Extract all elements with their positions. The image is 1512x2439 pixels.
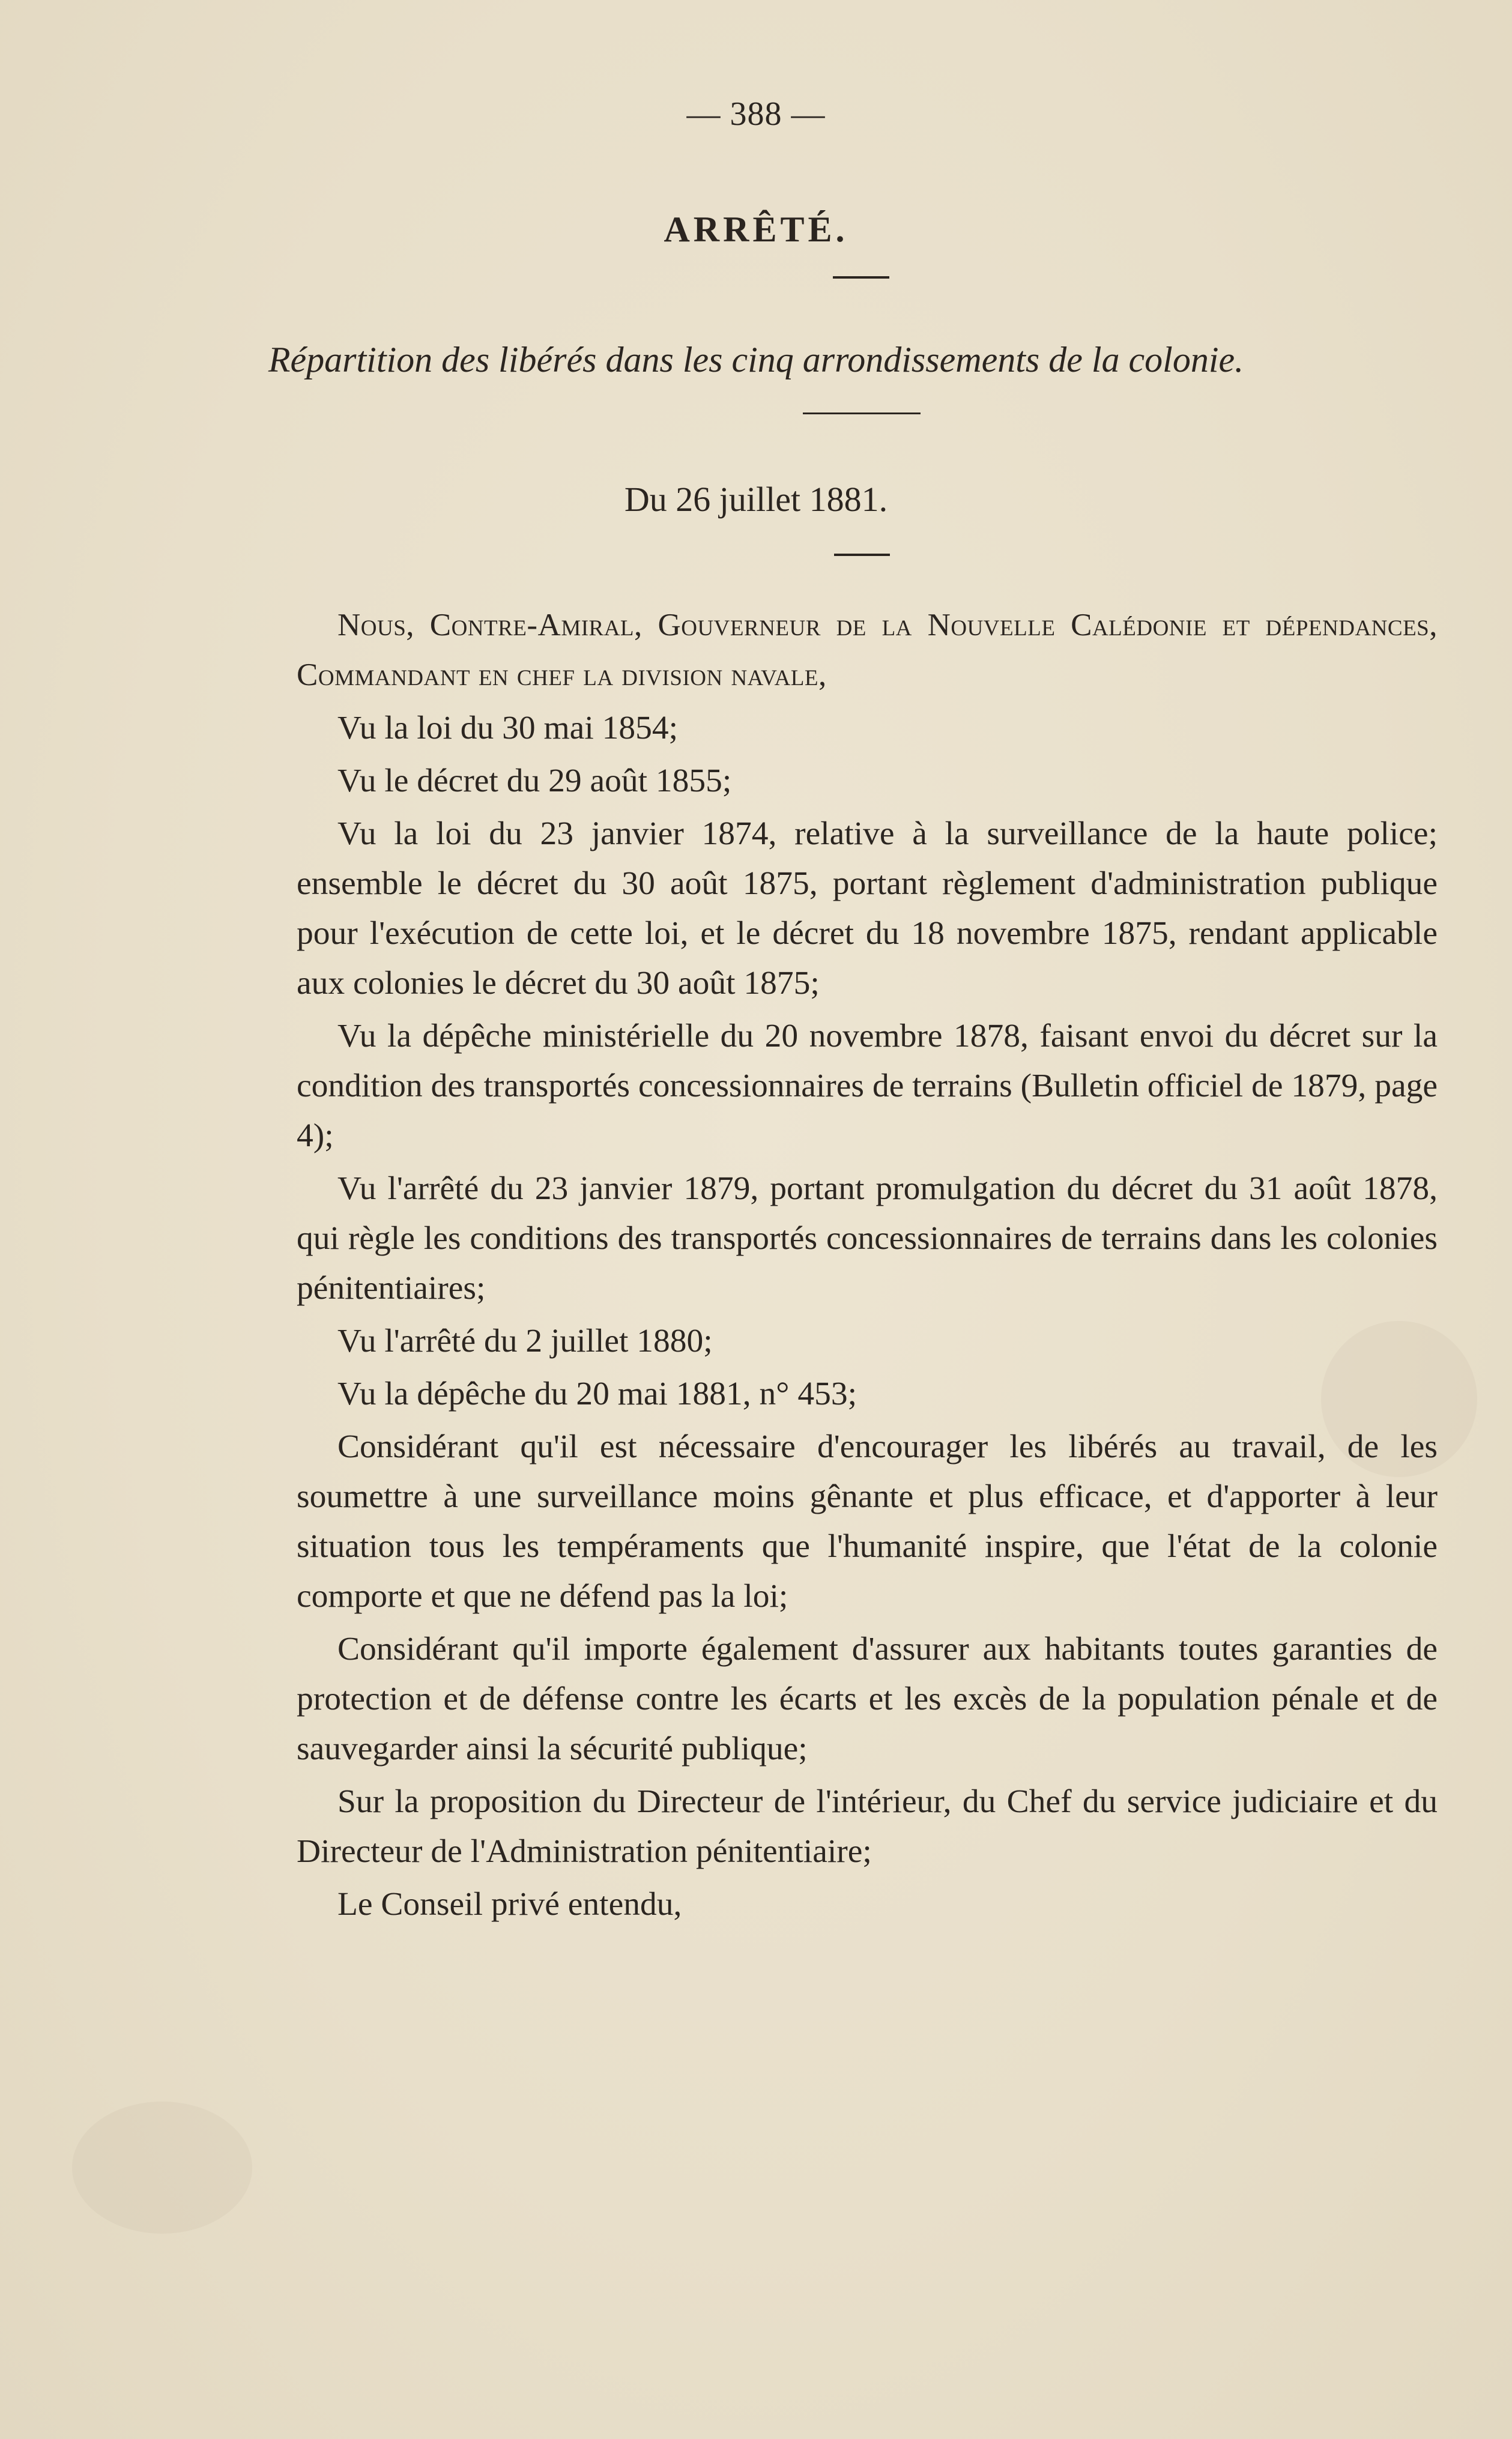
document-body [297,600,1438,1929]
body-paragraph: Vu le décret du 29 août 1855; [337,763,732,799]
body-paragraph: Vu l'arrêté du 2 juillet 1880; [337,1323,713,1359]
subtitle-divider [803,413,921,414]
body-paragraph: Vu la dépêche du 20 mai 1881, n° 453; [337,1376,857,1412]
body-paragraph: Sur la proposition du Directeur de l'intérieur, du Chef du service judiciaire et du Directeur de l'Administration pénitentiaire; [297,1783,1438,1870]
date-divider [834,554,890,556]
body-paragraph: Vu la loi du 23 janvier 1874, relative à la surveillance de la haute police; ensemble le décret du 30 août 1875, portant règlement d'administration publique pour l'exécution de cette loi, et le décret du 18 novembre 1875, rendant applicable aux colonies le décret du 30 août 1875; [297,815,1438,1002]
body-paragraph: Vu la dépêche ministérielle du 20 novembre 1878, faisant envoi du décret sur la condition des transportés concessionnaires de terrains (Bulletin officiel de 1879, page 4); [297,1018,1438,1154]
page-title: ARRÊTÉ. [664,210,848,249]
body-paragraph: Considérant qu'il est nécessaire d'encourager les libérés au travail, de les soumettre à une surveillance moins gênante et plus efficace, et d'apporter à leur situation tous les tempéraments que l'humanité inspire, que l'état de la colonie comporte et que ne défend pas la loi; [297,1428,1438,1615]
page-number: — 388 — [686,95,826,133]
body-paragraph: Le Conseil privé entendu, [337,1886,682,1923]
document-subtitle: Répartition des libérés dans les cinq arrondissements de la colonie. [268,340,1244,379]
preamble-paragraph: Nous, Contre-Amiral, Gouverneur de la Nouvelle Calédonie et dépendances, Commandant en chef la division navale, [297,608,1438,692]
body-paragraph: Vu l'arrêté du 23 janvier 1879, portant promulgation du décret du 31 août 1878, qui règle les conditions des transportés concessionnaires de terrains dans les colonies pénitentiaires; [297,1170,1438,1307]
body-paragraph: Considérant qu'il importe également d'assurer aux habitants toutes garanties de protection et de défense contre les écarts et les excès de la population pénale et de sauvegarder ainsi la sécurité publique; [297,1631,1438,1767]
document-date: Du 26 juillet 1881. [624,480,888,519]
title-divider [833,276,889,279]
body-paragraph: Vu la loi du 30 mai 1854; [337,710,679,746]
paper-stain [72,2102,252,2234]
